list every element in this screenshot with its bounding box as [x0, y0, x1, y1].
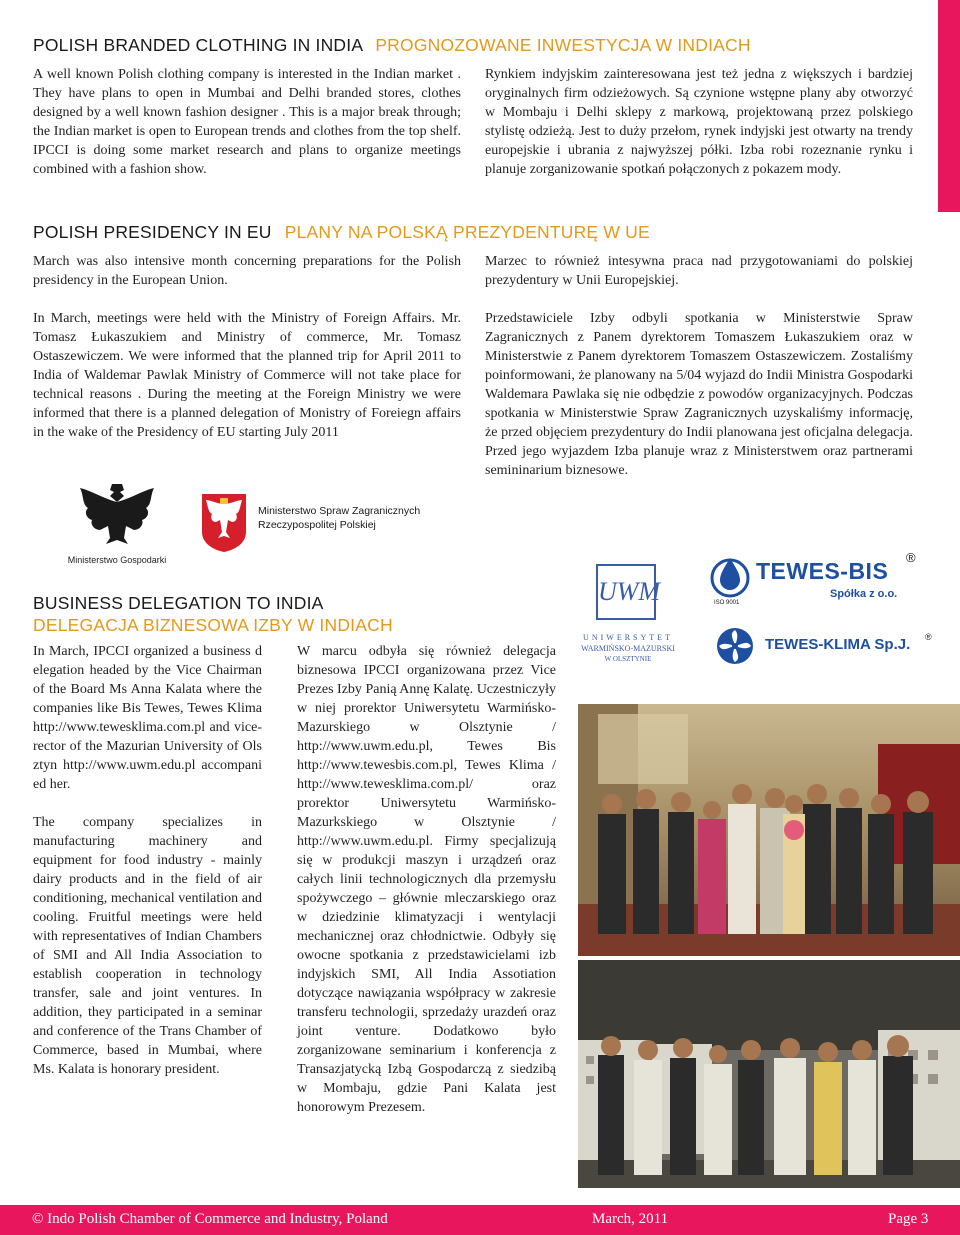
paragraph: Marzec to również intesywna praca nad przygotowaniami do polskiej prezydentury w Unii Europejskiej. — [485, 254, 913, 288]
footer-copyright: © Indo Polish Chamber of Commerce and Industry, Poland — [32, 1211, 388, 1227]
logo-line: WARMIŃSKO-MAZURSKI — [581, 644, 675, 653]
uwm-logo — [578, 560, 688, 692]
msz-text — [258, 504, 420, 532]
paragraph: W marcu odbyła się również delegacja biznesowa IPCCI organizowana przez Vice Prezes Izby Panią Annę Kalatę. Uczestniczyły w niej prorektor Uniwersytetu Warmińsko- Mazurskiego w Olsztynie / http://www.uwm.edu.pl, Tewes Bis http://www.tewesbis.com.pl, Tewes Klima / http://www.tewesklima.com.pl/ oraz prorektor Uniwersytetu Warmińsko-Mazurkskiego w Olsztynie / http://www.uwm.edu.pl. Firmy specjalizują się w produkcji maszyn i urządzeń oraz całych linii technologicznych dla przemysłu spożywczego – głównie mleczarskiego oraz w dziedzinie klimatyzacji i wentylacji mechanicznej oraz chłodnictwie. Odbyły się owocne spotkania z przedstawicielami izb indyjskich SMI, All India Assotiation dotyczące nawiązania współpracy w zakresie transferu technologii, sprzedaży urazdeń oraz joint venture. Dodatkowo było zorganizowane seminarium i konferencja z Transazjatycką Izbą Gospodarczą z siedzibą w Mombaju, gdzie Pani Kalata jest honorowym Prezesem. — [297, 644, 556, 1115]
registered-mark: ® — [906, 550, 916, 565]
heading-en: POLISH PRESIDENCY IN EU — [33, 222, 272, 242]
eagle-emblem-icon — [62, 478, 172, 548]
ministerstwo-gospodarki-logo — [62, 478, 172, 568]
factory-photo-image — [578, 960, 960, 1188]
tewes-bis-logo — [710, 548, 925, 610]
section-heading-presidency — [33, 222, 650, 243]
paragraph: A well known Polish clothing company is interested in the Indian market . They have plans to open in Mumbai and Delhi branded stores, clothes designed by a well known fashion designer . This is a major break through; the Indian market is open to European trends and clothes from the top shelf. IPCCI is doing some market research and plans to organize meetings combined with a fashion show. — [33, 67, 461, 177]
tewes-bis-sub: Spółka z o.o. — [830, 588, 898, 600]
msz-logo — [200, 492, 460, 554]
uwm-mark: UWM — [596, 564, 656, 620]
water-drop-icon — [710, 548, 750, 600]
page-edge-tab — [938, 0, 960, 212]
logo-line: UNIWERSYTET — [583, 633, 673, 642]
delegation-text-pl — [297, 642, 556, 1117]
fan-icon — [715, 626, 755, 666]
footer-date: March, 2011 — [592, 1211, 669, 1227]
paragraph: Przedstawiciele Izby odbyli spotkania w Ministerstwie Spraw Zagranicznych z Panem dyrektorem Tomaszem Łukaszukiem oraz w Ministerstwie z Panem dyrektorem Tomaszem Ostaszewiczem. Zostaliśmy poinformowani, że planowany na 5/04 wyjazd do Indii Ministra Gospodarki Waldemara Pawlaka się nie odbędzie z powodów organizacyjnych. Podczas spotkania w Ministerstwie Spraw Zagranicznych uzyskaliśmy informację, że przed objęciem prezydentury do Indii planowana jest oficjalna delegacja. Przed jego wyjazdem Izba planuje wraz z Ministerstwem oraz partnerami semininarium biznesowe. — [485, 311, 913, 478]
tewes-klima-name: TEWES-KLIMA Sp.J. — [765, 636, 911, 653]
delegation-text-en — [33, 642, 262, 1079]
registered-mark: ® — [925, 632, 932, 642]
group-photo — [578, 704, 960, 956]
logo-caption: Ministerstwo Gospodarki — [67, 555, 167, 565]
heading-pl: PLANY NA POLSKĄ PREZYDENTURĘ W UE — [284, 222, 650, 242]
heading-en: POLISH BRANDED CLOTHING IN INDIA — [33, 35, 363, 55]
logo-line: Ministerstwo Spraw Zagranicznych — [258, 505, 421, 517]
group-photo-image — [578, 704, 960, 956]
paragraph: The company specializes in manufacturing machinery and equipment for food industry - mainly dairy products and in the field of air conditioning, mechanical ventilation and cooling. Fruitful meetings were held with representatives of Indian Chambers of SMI and All India Association to establish cooperation in technology transfer, sale and joint ventures. In addition, they participated in a seminar and conference of the Trans Chamber of Commerce, based in Mumbai, where Ms. Kalata is honorary president. — [33, 815, 262, 1077]
paragraph: In March, meetings were held with the Ministry of Foreign Affairs. Mr. Tomasz Łukaszukiem and Ministry of commerce, Mr. Tomasz Ostaszewiczem. We were informed that the planned trip for April 2011 to India of Waldemar Pawlak Ministry of Commerce will not take place for technical reasons . During the meeting at the Foreign Ministry we were informed that there is a planned delegation of Monistry of Foreiegn affairs in the wake of the Presidency of EU starting July 2011 — [33, 311, 461, 440]
clothing-text-en — [33, 65, 461, 179]
tewes-bis-name: TEWES-BIS — [756, 558, 889, 584]
page-footer — [0, 1205, 960, 1235]
paragraph: In March, IPCCI organized a business delegation headed by the Vice Chairman of the Board Ms Anna Kalata where the companies like Bis Tewes, Tewes Klima http://www.tewesklima.com.pl and vice-rector of the Mazurian University of Olsztyn http://www.uwm.edu.pl accompanied her. — [33, 644, 262, 792]
factory-photo — [578, 960, 960, 1188]
logo-line: W OLSZTYNIE — [604, 655, 652, 663]
presidency-text-en — [33, 252, 461, 442]
heading-pl: PROGNOZOWANE INWESTYCJA W INDIACH — [375, 35, 751, 55]
heading-en: BUSINESS DELEGATION TO INDIA — [33, 593, 324, 613]
presidency-text-pl — [485, 252, 913, 480]
footer-page-number: Page 3 — [888, 1211, 929, 1227]
clothing-text-pl — [485, 65, 913, 179]
tewes-klima-logo — [715, 626, 940, 670]
paragraph: March was also intensive month concerning preparations for the Polish presidency in the European Union. — [33, 254, 461, 288]
paragraph: Rynkiem indyjskim zainteresowana jest też jedna z większych i bardziej oryginalnych firm odzieżowych. Są czynione wstępne plany aby otworzyć w Mombaju i Delhi sklepy z markową, projektowaną przez polskiego stylistę odzieżą. Jest to duży przełom, rynek indyjski jest otwarty na trendy europejskie i ubrania z najwyższej półki. Izba robi rozeznanie rynku i planuje zorganizowanie spotkań połączonych z pokazem mody. — [485, 67, 913, 177]
logo-line: Rzeczypospolitej Polskiej — [258, 519, 376, 531]
iso-label: ISO 9001 — [714, 600, 740, 606]
section-heading-clothing — [33, 35, 751, 56]
section-heading-delegation — [33, 592, 393, 636]
uwm-text — [578, 632, 678, 665]
eagle-shield-icon — [200, 492, 248, 552]
heading-pl: DELEGACJA BIZNESOWA IZBY W INDIACH — [33, 615, 393, 635]
